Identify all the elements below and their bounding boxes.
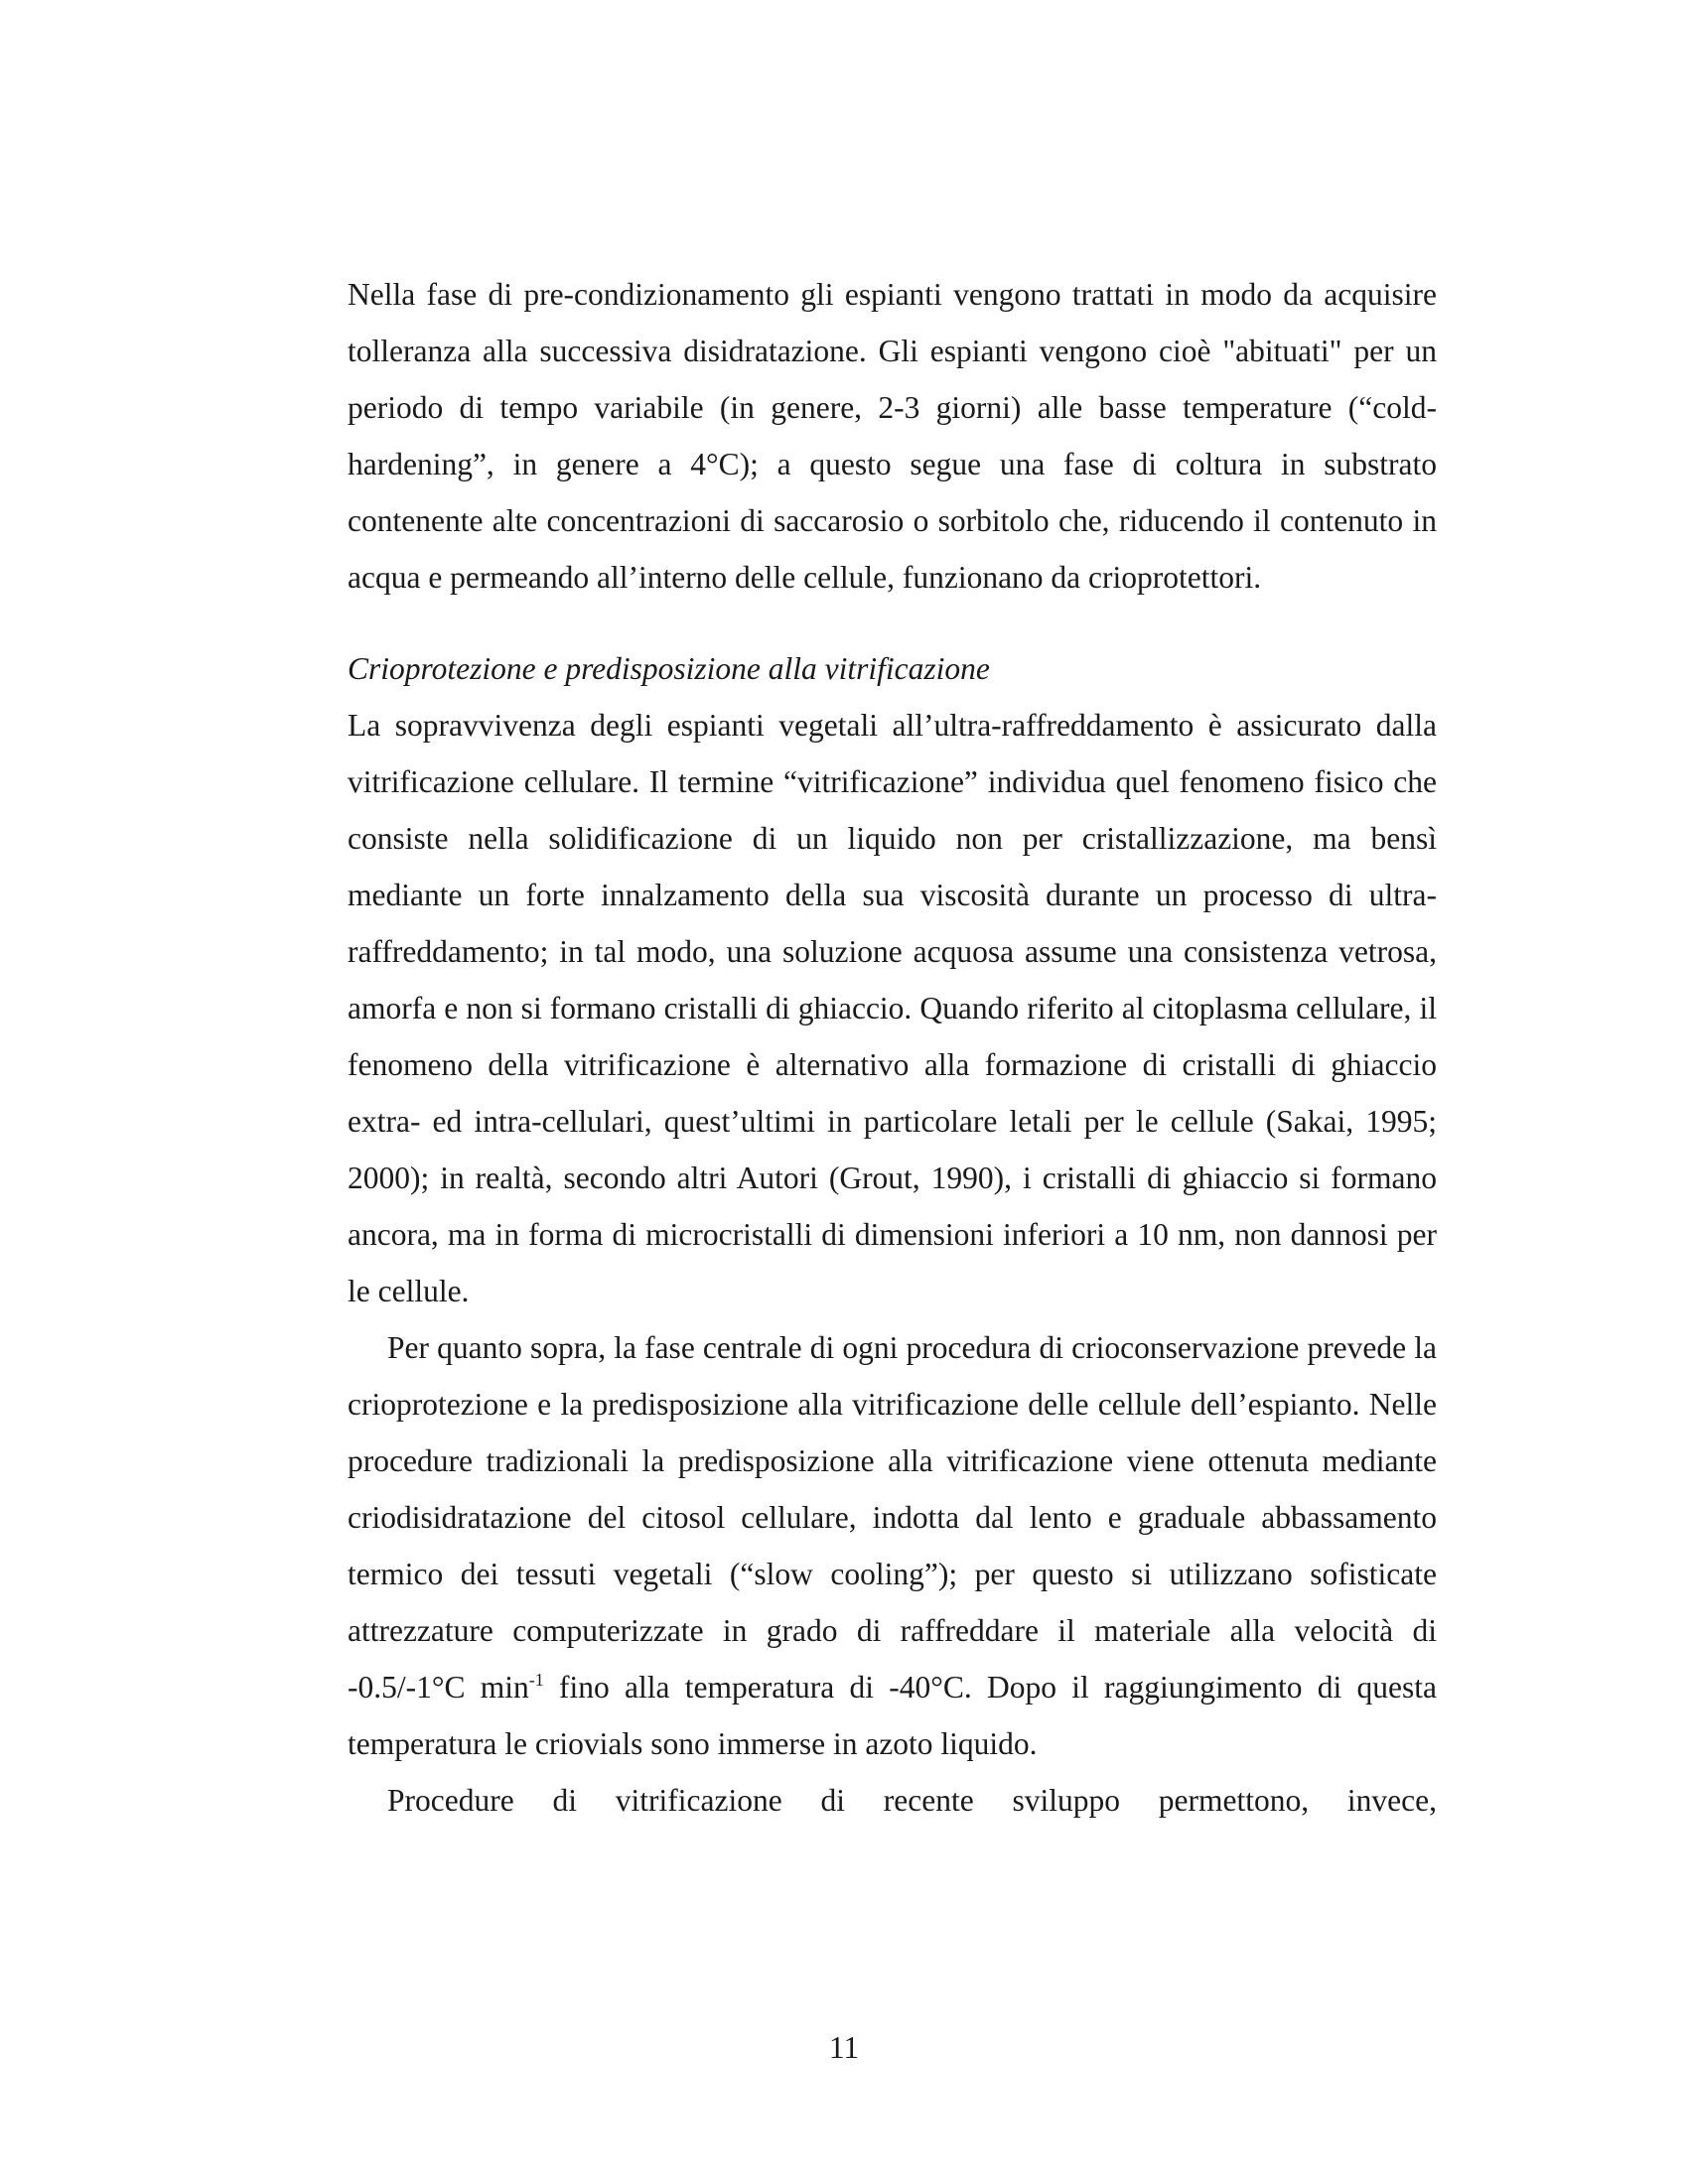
central-phase-text-start: Per quanto sopra, la fase centrale di ogni procedura di crioconservazione prevede la crioprotezione e la predisposizione alla vitrificazione delle cellule dell’espianto. Nelle procedure tradizionali la predisposizione alla vitrificazione viene ottenuta mediante criodisidratazione del citosol cellulare, indotta dal lento e graduale abbassamento termico dei tessuti vegetali (“slow cooling”); per questo si utilizzano sofisticate attrezzature computerizzate in grado di raffreddare il materiale alla velocità di -0.5/-1°C min: [348, 1330, 1437, 1705]
exponent-superscript: -1: [528, 1670, 544, 1690]
paragraph-vitrification: La sopravvivenza degli espianti vegetali all’ultra-raffreddamento è assicurato dalla vitrificazione cellulare. Il termine “vitrificazione” individua quel fenomeno fisico che consiste nella solidificazione di un liquido non per cristallizzazione, ma bensì mediante un forte innalzamento della sua viscosità durante un processo di ultra-raffreddamento; in tal modo, una soluzione acquosa assume una consistenza vetrosa, amorfa e non si formano cristalli di ghiaccio. Quando riferito al citoplasma cellulare, il fenomeno della vitrificazione è alternativo alla formazione di cristalli di ghiaccio extra- ed intra-cellulari, quest’ultimi in particolare letali per le cellule (Sakai, 1995; 2000); in realtà, secondo altri Autori (Grout, 1990), i cristalli di ghiaccio si formano ancora, ma in forma di microcristalli di dimensioni inferiori a 10 nm, non dannosi per le cellule.: [348, 708, 1437, 1308]
paragraph-recent-procedures: Procedure di vitrificazione di recente sviluppo permettono, invece,: [387, 1783, 1437, 1818]
page-body: [348, 266, 1437, 1829]
section-heading: Crioprotezione e predisposizione alla vitrificazione: [348, 651, 990, 686]
paragraph-pre-conditioning: Nella fase di pre-condizionamento gli espianti vengono trattati in modo da acquisire tolleranza alla successiva disidratazione. Gli espianti vengono cioè "abituati" per un periodo di tempo variabile (in genere, 2-3 giorni) alle basse temperature (“cold-hardening”, in genere a 4°C); a questo segue una fase di coltura in substrato contenente alte concentrazioni di saccarosio o sorbitolo che, riducendo il contenuto in acqua e permeando all’interno delle cellule, funzionano da crioprotettori.: [348, 277, 1437, 595]
page-number: 11: [828, 2030, 860, 2065]
paragraph-spacer: [348, 606, 1437, 640]
central-phase-text-end: fino alla temperatura di -40°C. Dopo il raggiungimento di questa temperatura le criovials sono immerse in azoto liquido.: [348, 1670, 1438, 1761]
paragraph-central-phase: [348, 1319, 1437, 1772]
